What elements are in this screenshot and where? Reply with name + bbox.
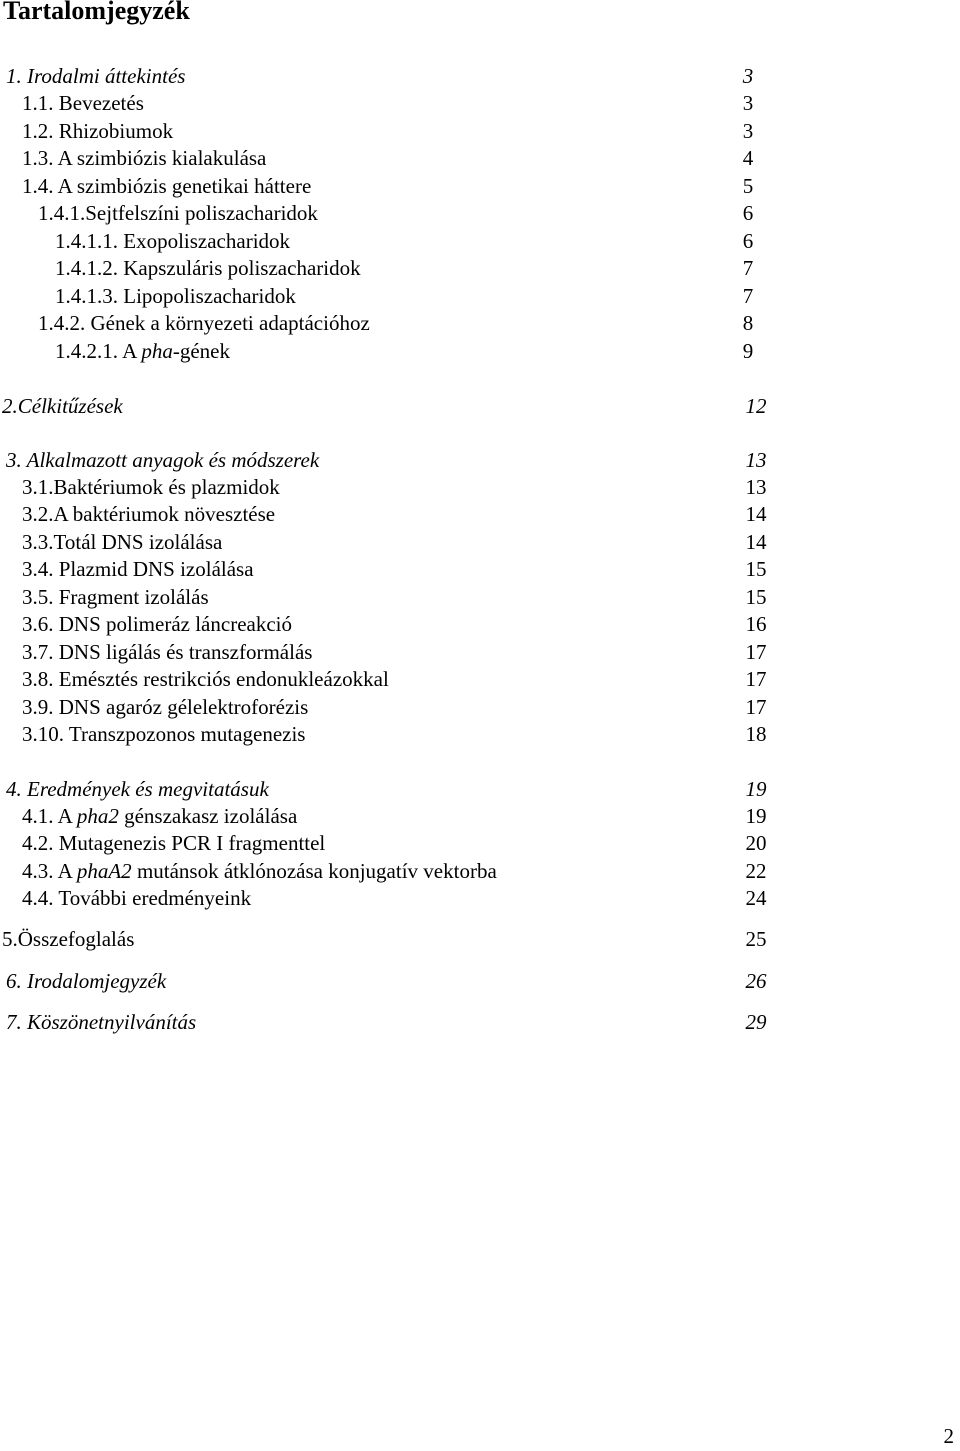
toc-entry-page: 24 [745, 886, 767, 910]
toc-entry-page: 12 [745, 394, 767, 418]
toc-entry[interactable] [0, 227, 960, 255]
toc-entry-title: 3.9. DNS agaróz gélelektroforézis [22, 695, 309, 719]
toc-entry-page: 3 [742, 91, 754, 115]
toc-entry-title: 4.3. A phaA2 mutánsok átklónozása konjugatív vektorba [22, 859, 497, 883]
toc-entry[interactable] [0, 392, 960, 420]
toc-entry-title: 3.10. Transzpozonos mutagenezis [22, 722, 306, 746]
toc-entry-title: 3. Alkalmazott anyagok és módszerek [6, 448, 320, 472]
toc-entry-title: 3.8. Emésztés restrikciós endonukleázokkal [22, 667, 389, 691]
toc-entry-page: 17 [745, 667, 767, 691]
toc-entry-page: 16 [745, 612, 767, 636]
toc-entry[interactable] [0, 446, 960, 474]
toc-entry-title: 3.2.A baktériumok növesztése [22, 502, 276, 526]
toc-entry-page: 26 [745, 969, 767, 993]
toc-entry[interactable] [0, 583, 960, 611]
toc-entry[interactable] [0, 555, 960, 583]
toc-entry-title: 1.4.2.1. A pha-gének [55, 339, 230, 363]
toc-entry-title: 1.4.1.Sejtfelszíni poliszacharidok [38, 201, 318, 225]
toc-entry-page: 25 [745, 927, 767, 951]
toc-entry-page: 3 [742, 119, 754, 143]
toc-entry-title: 4. Eredmények és megvitatásuk [6, 777, 269, 801]
toc-entry-title: 1.4.1.3. Lipopoliszacharidok [55, 284, 296, 308]
toc-entry-page: 7 [742, 284, 754, 308]
toc-entry-title: 3.7. DNS ligálás és transzformálás [22, 640, 313, 664]
toc-entry-page: 19 [745, 804, 767, 828]
page-title: Tartalomjegyzék [3, 0, 190, 25]
toc-entry[interactable] [0, 802, 960, 830]
toc-entry-title: 1. Irodalmi áttekintés [6, 64, 186, 88]
toc-entry-page: 4 [742, 146, 754, 170]
toc-entry-title: 1.2. Rhizobiumok [22, 119, 174, 143]
toc-entry-title: 5.Összefoglalás [2, 927, 135, 951]
toc-entry[interactable] [0, 638, 960, 666]
toc-entry[interactable] [0, 144, 960, 172]
toc-entry-title: 1.3. A szimbiózis kialakulása [22, 146, 267, 170]
page-number: 2 [943, 1424, 954, 1448]
toc-entry[interactable] [0, 967, 960, 995]
toc-entry[interactable] [0, 89, 960, 117]
toc-entry-title: 3.3.Totál DNS izolálása [22, 530, 223, 554]
toc-entry[interactable] [0, 473, 960, 501]
toc-entry-page: 13 [745, 448, 767, 472]
toc-entry[interactable] [0, 117, 960, 145]
toc-entry[interactable] [0, 925, 960, 953]
toc-entry-title: 4.2. Mutagenezis PCR I fragmenttel [22, 831, 326, 855]
toc-entry[interactable] [0, 857, 960, 885]
toc-entry-page: 3 [742, 64, 754, 88]
toc-entry-page: 6 [742, 229, 754, 253]
toc-entry-title: 4.4. További eredményeink [22, 886, 252, 910]
toc-entry-title: 1.4.2. Gének a környezeti adaptációhoz [38, 311, 370, 335]
toc-entry[interactable] [0, 254, 960, 282]
toc-entry-page: 14 [745, 530, 767, 554]
toc-entry-page: 6 [742, 201, 754, 225]
toc-entry-page: 17 [745, 640, 767, 664]
toc-entry-title: 1.4.1.2. Kapszuláris poliszacharidok [55, 256, 361, 280]
toc-entry[interactable] [0, 1008, 960, 1036]
toc-entry[interactable] [0, 829, 960, 857]
toc-entry-page: 7 [742, 256, 754, 280]
toc-entry-page: 20 [745, 831, 767, 855]
toc-entry[interactable] [0, 884, 960, 912]
toc-entry-title: 3.1.Baktériumok és plazmidok [22, 475, 280, 499]
toc-entry-page: 19 [745, 777, 767, 801]
toc-entry[interactable] [0, 172, 960, 200]
toc-entry-title: 2.Célkitűzések [2, 394, 123, 418]
toc-entry-title: 6. Irodalomjegyzék [6, 969, 167, 993]
toc-entry-page: 15 [745, 557, 767, 581]
toc-entry-page: 17 [745, 695, 767, 719]
toc-entry[interactable] [0, 337, 960, 365]
toc-entry[interactable] [0, 282, 960, 310]
toc-entry[interactable] [0, 62, 960, 90]
toc-entry-title: 4.1. A pha2 génszakasz izolálása [22, 804, 298, 828]
toc-entry-page: 8 [742, 311, 754, 335]
toc-entry-title: 3.6. DNS polimeráz láncreakció [22, 612, 292, 636]
toc-entry[interactable] [0, 528, 960, 556]
toc-entry[interactable] [0, 309, 960, 337]
toc-entry-title: 1.4. A szimbiózis genetikai háttere [22, 174, 312, 198]
toc-entry-title: 3.5. Fragment izolálás [22, 585, 209, 609]
toc-entry-title: 1.4.1.1. Exopoliszacharidok [55, 229, 291, 253]
toc-entry-title: 1.1. Bevezetés [22, 91, 144, 115]
toc-entry-page: 5 [742, 174, 754, 198]
toc-entry[interactable] [0, 775, 960, 803]
toc-entry-title: 7. Köszönetnyilvánítás [6, 1010, 197, 1034]
toc-entry-page: 18 [745, 722, 767, 746]
toc-entry[interactable] [0, 665, 960, 693]
toc-entry-page: 15 [745, 585, 767, 609]
toc-entry[interactable] [0, 610, 960, 638]
toc-entry-page: 14 [745, 502, 767, 526]
toc-entry-page: 9 [742, 339, 754, 363]
toc-entry-page: 29 [745, 1010, 767, 1034]
toc-entry[interactable] [0, 720, 960, 748]
toc-entry-title: 3.4. Plazmid DNS izolálása [22, 557, 254, 581]
toc-entry-page: 13 [745, 475, 767, 499]
toc-entry-page: 22 [745, 859, 767, 883]
toc-entry[interactable] [0, 199, 960, 227]
toc-entry[interactable] [0, 500, 960, 528]
toc-entry[interactable] [0, 693, 960, 721]
